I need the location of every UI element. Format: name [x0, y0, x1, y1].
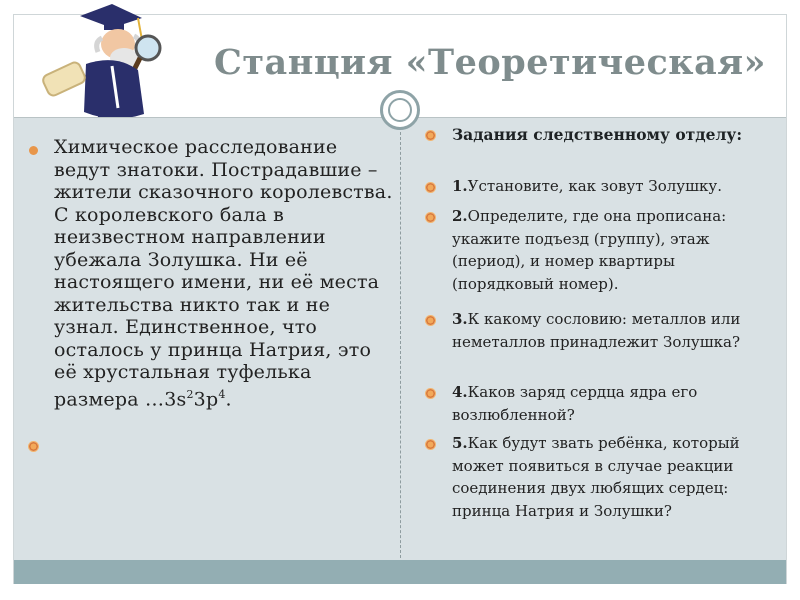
- orange-dot-bullet-icon: [426, 389, 435, 398]
- circle-ornament-inner: [388, 98, 412, 122]
- task-text: Определите, где она прописана: укажите подъезд (группу), этаж (период), и номер квартиры (порядковый номер).: [452, 207, 727, 293]
- task-number: 3.: [452, 310, 468, 328]
- tasks-heading: Задания следственному отделу:: [452, 125, 743, 144]
- story-paragraph: [54, 136, 394, 410]
- task-text: Установите, как зовут Золушку.: [467, 177, 722, 195]
- orange-dot-bullet-icon: [29, 442, 38, 451]
- task-item: [452, 205, 772, 295]
- orange-dot-bullet-icon: [426, 213, 435, 222]
- task-item: [452, 308, 772, 353]
- task-text: Каков заряд сердца ядра его возлюбленной?: [452, 383, 698, 424]
- formula-superscript: 2: [186, 387, 194, 401]
- orange-dot-bullet-icon: [29, 146, 38, 155]
- footer-bar: [14, 560, 786, 584]
- task-number: 5.: [452, 434, 468, 452]
- task-item: [452, 381, 772, 426]
- task-item: [452, 432, 772, 522]
- story-text: Химическое расследование ведут знатоки. Пострадавшие – жители сказочного королевства. С королевского бала в неизвестном направлении убежала Золушка. Ни её настоящего имени, ни её места жительства никто так и не узнал. Единственное, что осталось у принца Натрия, это её хрустальная туфелька размера …: [54, 136, 393, 410]
- formula-part: 3p: [193, 387, 219, 410]
- task-number: 2.: [452, 207, 468, 225]
- formula-part: 3s: [164, 387, 187, 410]
- task-text: Как будут звать ребёнка, который может появиться в случае реакции соединения двух любящих сердец: принца Натрия и Золушки?: [452, 434, 740, 520]
- task-text: К какому сословию: металлов или неметаллов принадлежит Золушка?: [452, 310, 741, 351]
- task-item: [452, 175, 772, 198]
- formula-part: .: [225, 387, 232, 410]
- column-divider: [400, 132, 401, 558]
- orange-dot-bullet-icon: [426, 183, 435, 192]
- circle-ornament-icon: [380, 90, 420, 130]
- formula-superscript: 4: [218, 387, 226, 401]
- slide-title: Станция «Теоретическая»: [213, 42, 766, 83]
- orange-dot-bullet-icon: [426, 131, 435, 140]
- orange-dot-bullet-icon: [426, 316, 435, 325]
- task-number: 4.: [452, 383, 468, 401]
- task-number: 1.: [452, 177, 468, 195]
- professor-with-magnifier-icon: [20, 2, 176, 136]
- orange-dot-bullet-icon: [426, 440, 435, 449]
